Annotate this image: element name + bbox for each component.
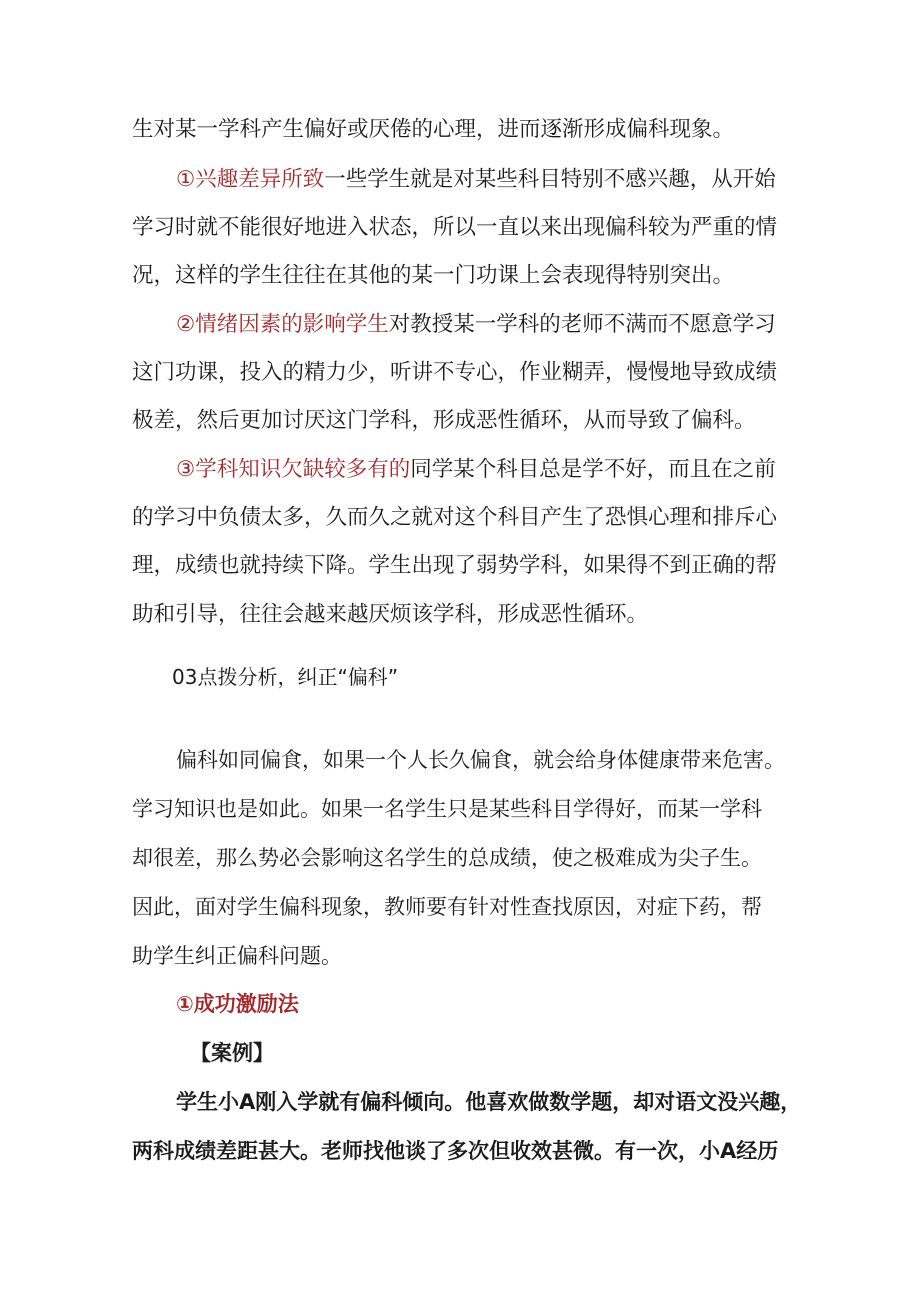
subheading-knowledge: ③学科知识欠缺较 (176, 457, 346, 482)
paragraph-line: 理，成绩也就持续下降。学生出现了弱势学科，如果得不到正确的帮 (132, 553, 778, 578)
method-title: ①成功激励法 (176, 992, 299, 1016)
paragraph-text: 对教授某一学科的老师不满而不愿意学习 (388, 312, 776, 337)
paragraph-line: 学习时就不能很好地进入状态，所以一直以来出现偏科较为严重的情 (132, 215, 778, 240)
subheading-emotion: ②情绪因素的影响学生 (176, 312, 389, 337)
section-heading: 03点拨分析，纠正“偏科” (172, 665, 399, 689)
paragraph-line (176, 165, 776, 195)
body-line: 因此，面对学生偏科现象，教师要有针对性查找原因，对症下药，帮 (132, 895, 762, 919)
body-line: 却很差，那么势必会影响这名学生的总成绩，使之极难成为尖子生。 (132, 846, 762, 870)
paragraph-line: 的学习中负债太多，久而久之就对这个科目产生了恐惧心理和排斥心 (132, 505, 778, 530)
body-line: 偏科如同偏食，如果一个人长久偏食，就会给身体健康带来危害。 (176, 748, 785, 772)
paragraph-line: 这门功课，投入的精力少，听讲不专心，作业糊弄，慢慢地导致成绩 (132, 360, 778, 385)
subheading-interest: ①兴趣差异所致 (176, 167, 325, 192)
body-line: 助学生纠正偏科问题。 (132, 944, 342, 968)
case-line: 学生小A刚入学就有偏科倾向。他喜欢做数学题，却对语文没兴趣， (176, 1090, 802, 1114)
paragraph-line: 极差，然后更加讨厌这门学科，形成恶性循环，从而导致了偏科。 (132, 408, 756, 433)
paragraph-line: 况，这样的学生往往在其他的某一门功课上会表现得特别突出。 (132, 263, 735, 288)
paragraph-text: 同学某个科目总是学不好，而且在之前 (410, 457, 776, 482)
body-line: 学习知识也是如此。如果一名学生只是某些科目学得好，而某一学科 (132, 797, 762, 821)
paragraph-text: 一些学生就是对某些科目特别不感兴趣，从开始 (324, 167, 776, 192)
case-line: 两科成绩差距甚大。老师找他谈了多次但收效甚微。有一次，小A经历 (132, 1139, 779, 1163)
paragraph-line: 生对某一学科产生偏好或厌倦的心理，进而逐渐形成偏科现象。 (132, 117, 735, 142)
paragraph-line (176, 455, 776, 485)
case-label: 【案例】 (190, 1041, 274, 1065)
paragraph-line (176, 310, 776, 340)
subheading-knowledge-cont: 多有的 (345, 457, 411, 482)
paragraph-line: 助和引导，往往会越来越厌烦该学科，形成恶性循环。 (132, 602, 649, 627)
